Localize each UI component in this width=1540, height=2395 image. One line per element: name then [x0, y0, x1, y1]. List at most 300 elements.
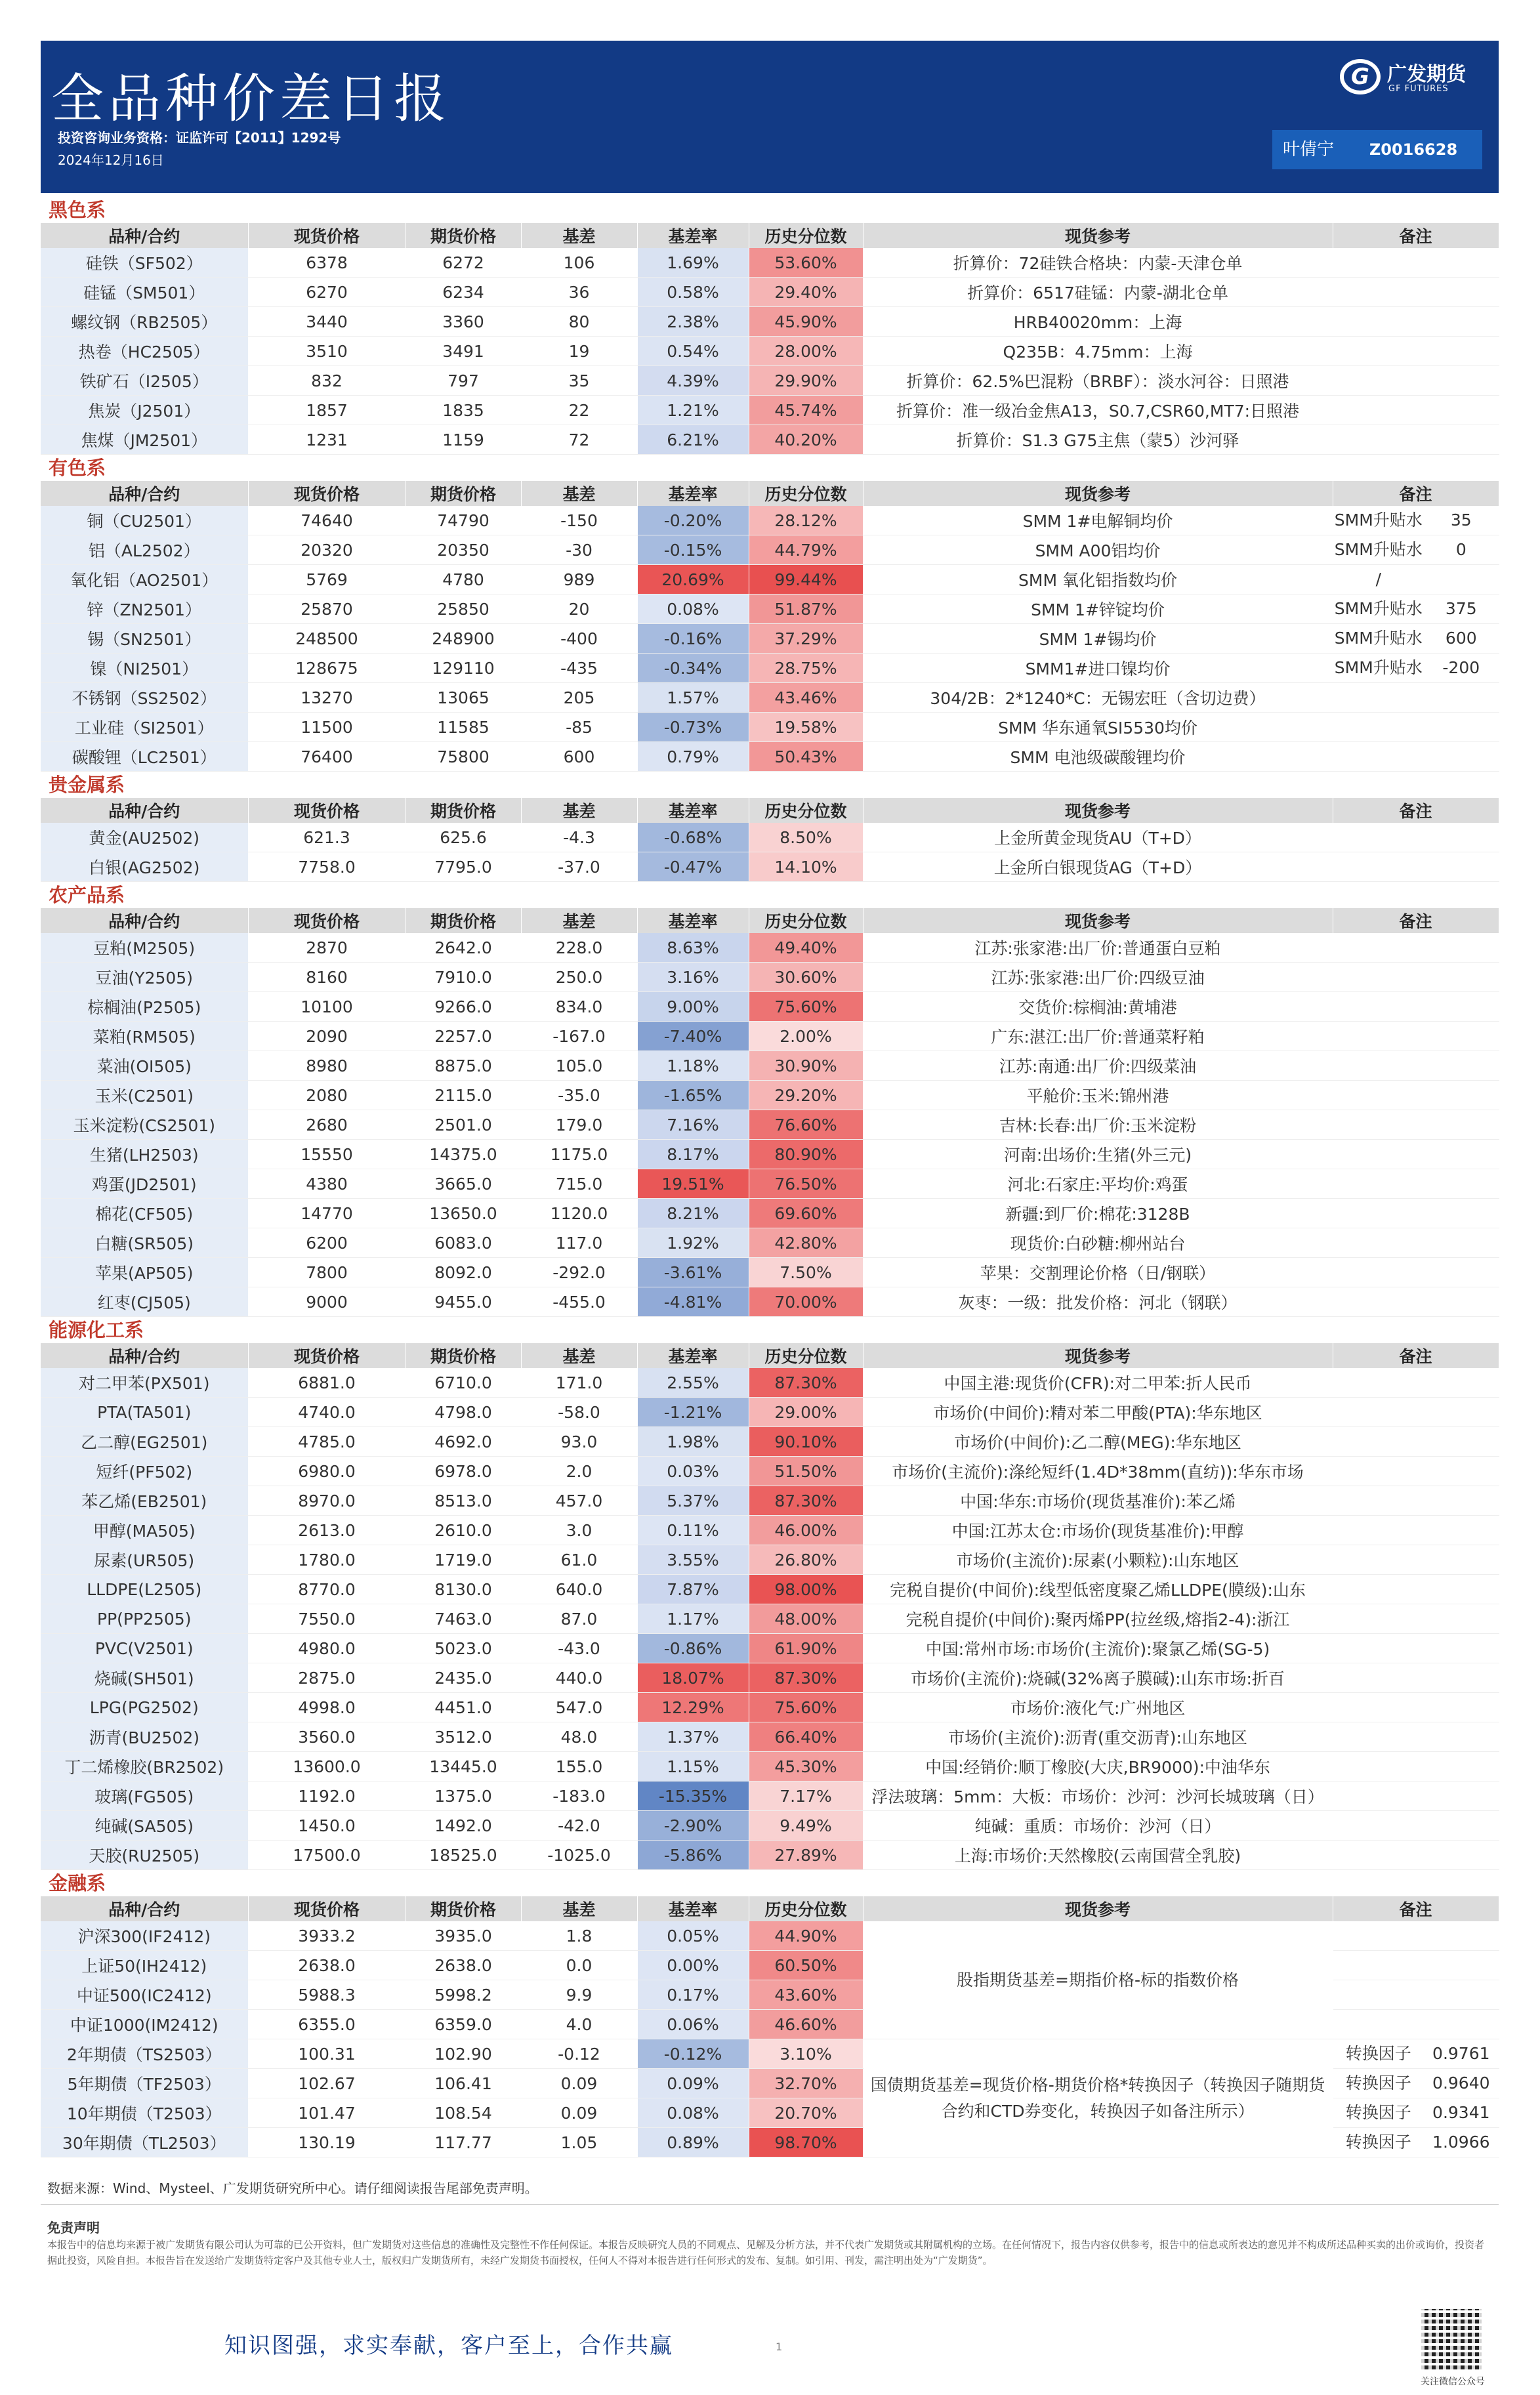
cell-ref: 折算价：72硅铁合格块：内蒙-天津仓单: [863, 248, 1333, 278]
cell-pct: 29.20%: [749, 1081, 863, 1110]
cell-name: 棉花(CF505): [41, 1199, 248, 1228]
table-row: [41, 2039, 1499, 2069]
table-header-row: [41, 908, 1499, 933]
cell-ref: HRB40020mm：上海: [863, 307, 1333, 337]
cell-rate: -3.61%: [637, 1258, 749, 1287]
remark-value: 0.9761: [1432, 2044, 1490, 2063]
cell-rate: -2.90%: [637, 1811, 749, 1841]
cell-spot: 4785.0: [248, 1427, 406, 1457]
table-row: [41, 1140, 1499, 1169]
cell-pct: 26.80%: [749, 1545, 863, 1575]
cell-rate: 7.16%: [637, 1110, 749, 1140]
cell-basis: 35: [521, 366, 637, 396]
cell-pct: 75.60%: [749, 992, 863, 1022]
cell-spot: 4380: [248, 1169, 406, 1199]
cell-ref: 折算价：准一级冶金焦A13，S0.7,CSR60,MT7:日照港: [863, 396, 1333, 425]
cell-rate: 0.03%: [637, 1457, 749, 1486]
cell-remark: [1333, 713, 1499, 742]
cell-name: 氧化铝（AO2501）: [41, 565, 248, 594]
cell-basis: 715.0: [521, 1169, 637, 1199]
license-text: 投资咨询业务资格：证监许可【2011】1292号: [58, 130, 341, 146]
cell-remark: [1333, 1921, 1499, 1951]
cell-rate: -0.20%: [637, 506, 749, 535]
report-date: 2024年12月16日: [58, 152, 164, 168]
disclaimer-body: 本报告中的信息均来源于被广发期货有限公司认为可靠的已公开资料，但广发期货对这些信息的准确性及完整性不作任何保证。本报告反映研究人员的不同观点、见解及分析方法，并不代表广发期货或其附属机构的立场。在任何情况下，报告内容仅供参考，报告中的信息或所表达的意见并不构成所述品种买卖的出价或询价，投资者据此投资，风险自担。本报告旨在发送给广发期货特定客户及其他专业人士，版权归广发期货所有，未经广发期货书面授权，任何人不得对本报告进行任何形式的发布、复制。如引用、刊发，需注明出处为“广发期货”。: [47, 2239, 1485, 2266]
column-header: 现货参考: [863, 481, 1333, 506]
column-header: 品种/合约: [41, 1896, 248, 1921]
cell-remark: [1333, 1081, 1499, 1110]
cell-name: PVC(V2501): [41, 1634, 248, 1663]
cell-pct: 30.90%: [749, 1051, 863, 1081]
cell-ref: 浮法玻璃：5mm：大板：市场价：沙河：沙河长城玻璃（日）: [863, 1781, 1333, 1811]
column-header: 基差: [521, 481, 637, 506]
cell-ref: 市场价:液化气:广州地区: [863, 1693, 1333, 1722]
cell-remark: [1333, 1604, 1499, 1634]
cell-pct: 46.60%: [749, 2010, 863, 2039]
cell-fut: 625.6: [406, 823, 521, 852]
cell-rate: 8.17%: [637, 1140, 749, 1169]
column-header: 基差: [521, 223, 637, 248]
section-title: 有色系: [41, 455, 1499, 481]
brand-logo: [1340, 55, 1491, 101]
table-row: [41, 933, 1499, 963]
cell-fut: 5023.0: [406, 1634, 521, 1663]
cell-ref: 灰枣：一级：批发价格：河北（钢联）: [863, 1287, 1333, 1317]
cell-ref: 上海:市场价:天然橡胶(云南国营全乳胶): [863, 1841, 1333, 1870]
cell-spot: 2613.0: [248, 1516, 406, 1545]
cell-fut: 18525.0: [406, 1841, 521, 1870]
table-row: [41, 1634, 1499, 1663]
cell-remark: [1333, 1051, 1499, 1081]
cell-spot: 8980: [248, 1051, 406, 1081]
cell-pct: 28.75%: [749, 654, 863, 683]
column-header: 备注: [1333, 908, 1499, 933]
cell-remark: [1333, 1951, 1499, 1980]
cell-remark: [1333, 1398, 1499, 1427]
table-row: [41, 1575, 1499, 1604]
cell-ref: 上金所黄金现货AU（T+D）: [863, 823, 1333, 852]
cell-ref: SMM 1#锡均价: [863, 624, 1333, 654]
cell-ref: 中国主港:现货价(CFR):对二甲苯:折人民币: [863, 1368, 1333, 1398]
cell-spot: 6881.0: [248, 1368, 406, 1398]
table-row: [41, 1663, 1499, 1693]
column-header: 基差率: [637, 908, 749, 933]
cell-basis: 440.0: [521, 1663, 637, 1693]
cell-basis: 205: [521, 683, 637, 713]
cell-name: 上证50(IH2412): [41, 1951, 248, 1980]
table-row: [41, 1427, 1499, 1457]
cell-basis: -58.0: [521, 1398, 637, 1427]
table-row: [41, 1752, 1499, 1781]
cell-name: 焦煤（JM2501）: [41, 425, 248, 455]
cell-fut: 6359.0: [406, 2010, 521, 2039]
cell-pct: 40.20%: [749, 425, 863, 455]
section-title: 金融系: [41, 1870, 1499, 1896]
cell-rate: 1.98%: [637, 1427, 749, 1457]
cell-rate: 6.21%: [637, 425, 749, 455]
cell-rate: 1.17%: [637, 1604, 749, 1634]
cell-remark: [1333, 1486, 1499, 1516]
cell-basis: 105.0: [521, 1051, 637, 1081]
column-header: 现货价格: [248, 1343, 406, 1368]
cell-fut: 7910.0: [406, 963, 521, 992]
cell-rate: 5.37%: [637, 1486, 749, 1516]
cell-remark: [1333, 2039, 1499, 2069]
cell-basis: -35.0: [521, 1081, 637, 1110]
cell-rate: -0.73%: [637, 713, 749, 742]
cell-basis: -30: [521, 535, 637, 565]
cell-name: 镍（NI2501）: [41, 654, 248, 683]
column-header: 现货价格: [248, 908, 406, 933]
cell-spot: 1857: [248, 396, 406, 425]
cell-rate: 12.29%: [637, 1693, 749, 1722]
cell-rate: 0.00%: [637, 1951, 749, 1980]
table-row: [41, 1722, 1499, 1752]
cell-pct: 2.00%: [749, 1022, 863, 1051]
column-header: 期货价格: [406, 481, 521, 506]
cell-fut: 74790: [406, 506, 521, 535]
cell-rate: 1.57%: [637, 683, 749, 713]
table-header-row: [41, 798, 1499, 823]
cell-spot: 7800: [248, 1258, 406, 1287]
cell-pct: 29.90%: [749, 366, 863, 396]
cell-basis: 989: [521, 565, 637, 594]
cell-fut: 5998.2: [406, 1980, 521, 2010]
author-badge: [1272, 130, 1482, 169]
table-row: [41, 1228, 1499, 1258]
cell-pct: 90.10%: [749, 1427, 863, 1457]
cell-basis: 80: [521, 307, 637, 337]
cell-pct: 98.70%: [749, 2128, 863, 2157]
cell-rate: 19.51%: [637, 1169, 749, 1199]
cell-pct: 69.60%: [749, 1199, 863, 1228]
cell-rate: 0.08%: [637, 594, 749, 624]
cell-ref: Q235B：4.75mm：上海: [863, 337, 1333, 366]
cell-spot: 6355.0: [248, 2010, 406, 2039]
cell-name: 不锈钢（SS2502）: [41, 683, 248, 713]
cell-fut: 2501.0: [406, 1110, 521, 1140]
cell-fut: 3665.0: [406, 1169, 521, 1199]
cell-spot: 15550: [248, 1140, 406, 1169]
cell-rate: 1.69%: [637, 248, 749, 278]
table-row: [41, 683, 1499, 713]
remark-value: 0.9640: [1432, 2073, 1490, 2093]
cell-pct: 19.58%: [749, 713, 863, 742]
cell-pct: 87.30%: [749, 1368, 863, 1398]
cell-fut: 248900: [406, 624, 521, 654]
cell-name: 中证1000(IM2412): [41, 2010, 248, 2039]
cell-rate: 1.21%: [637, 396, 749, 425]
cell-fut: 2642.0: [406, 933, 521, 963]
cell-remark: [1333, 307, 1499, 337]
column-header: 基差率: [637, 1896, 749, 1921]
cell-ref: 市场价(中间价):精对苯二甲酸(PTA):华东地区: [863, 1398, 1333, 1427]
column-header: 历史分位数: [749, 908, 863, 933]
cell-name: 红枣(CJ505): [41, 1287, 248, 1317]
cell-remark: [1333, 1663, 1499, 1693]
column-header: 基差: [521, 1896, 637, 1921]
cell-basis: -85: [521, 713, 637, 742]
cell-fut: 13445.0: [406, 1752, 521, 1781]
disclaimer-title: 免责声明: [47, 2220, 100, 2236]
remark-label: /: [1333, 565, 1425, 594]
cell-spot: 13600.0: [248, 1752, 406, 1781]
cell-name: 10年期债（T2503）: [41, 2098, 248, 2128]
table-row: [41, 963, 1499, 992]
section-table: [41, 1896, 1499, 2157]
section-table: [41, 908, 1499, 1317]
table-row: [41, 1368, 1499, 1398]
cell-remark: [1333, 1258, 1499, 1287]
table-row: [41, 248, 1499, 278]
cell-name: 黄金(AU2502): [41, 823, 248, 852]
cell-remark: [1333, 565, 1499, 594]
table-row: [41, 1051, 1499, 1081]
column-header: 备注: [1333, 223, 1499, 248]
cell-fut: 1159: [406, 425, 521, 455]
cell-basis: 600: [521, 742, 637, 772]
cell-remark: [1333, 366, 1499, 396]
cell-pct: 45.90%: [749, 307, 863, 337]
cell-basis: 106: [521, 248, 637, 278]
cell-remark: [1333, 963, 1499, 992]
page-number: 1: [776, 2341, 783, 2353]
cell-ref: 市场价(中间价):乙二醇(MEG):华东地区: [863, 1427, 1333, 1457]
section-table: [41, 1343, 1499, 1870]
cell-pct: 80.90%: [749, 1140, 863, 1169]
column-header: 基差率: [637, 223, 749, 248]
remark-value: 600: [1445, 629, 1477, 648]
column-header: 现货价格: [248, 223, 406, 248]
cell-basis: -4.3: [521, 823, 637, 852]
column-header: 品种/合约: [41, 481, 248, 506]
column-header: 现货参考: [863, 223, 1333, 248]
cell-pct: 50.43%: [749, 742, 863, 772]
cell-spot: 4740.0: [248, 1398, 406, 1427]
remark-value: [1424, 565, 1498, 594]
cell-remark: [1333, 1140, 1499, 1169]
table-row: [41, 1081, 1499, 1110]
cell-remark: [1333, 1634, 1499, 1663]
cell-pct: 66.40%: [749, 1722, 863, 1752]
qr-code-icon: [1421, 2309, 1482, 2369]
cell-spot: 6980.0: [248, 1457, 406, 1486]
cell-spot: 9000: [248, 1287, 406, 1317]
table-row: [41, 624, 1499, 654]
column-header: 现货价格: [248, 481, 406, 506]
cell-name: 工业硅（SI2501）: [41, 713, 248, 742]
table-row: [41, 1486, 1499, 1516]
cell-basis: 117.0: [521, 1228, 637, 1258]
column-header: 品种/合约: [41, 798, 248, 823]
cell-fut: 9455.0: [406, 1287, 521, 1317]
table-row: [41, 654, 1499, 683]
cell-rate: 3.55%: [637, 1545, 749, 1575]
cell-fut: 14375.0: [406, 1140, 521, 1169]
cell-ref: 市场价(主流价):尿素(小颗粒):山东地区: [863, 1545, 1333, 1575]
cell-fut: 20350: [406, 535, 521, 565]
table-row: [41, 1199, 1499, 1228]
table-row: [41, 1457, 1499, 1486]
cell-pct: 44.90%: [749, 1921, 863, 1951]
cell-pct: 98.00%: [749, 1575, 863, 1604]
cell-basis: 250.0: [521, 963, 637, 992]
column-header: 现货参考: [863, 798, 1333, 823]
cell-rate: 20.69%: [637, 565, 749, 594]
column-header: 备注: [1333, 481, 1499, 506]
cell-remark: [1333, 337, 1499, 366]
cell-basis: -183.0: [521, 1781, 637, 1811]
cell-rate: 0.89%: [637, 2128, 749, 2157]
cell-fut: 797: [406, 366, 521, 396]
cell-name: 短纤(PF502): [41, 1457, 248, 1486]
cell-fut: 6710.0: [406, 1368, 521, 1398]
author-name: 叶倩宁: [1282, 140, 1334, 159]
cell-basis: 0.09: [521, 2098, 637, 2128]
cell-ref: 江苏:张家港:出厂价:四级豆油: [863, 963, 1333, 992]
qr-label: 关注微信公众号: [1421, 2377, 1485, 2387]
cell-spot: 1780.0: [248, 1545, 406, 1575]
cell-basis: -150: [521, 506, 637, 535]
cell-spot: 74640: [248, 506, 406, 535]
cell-pct: 45.74%: [749, 396, 863, 425]
cell-rate: 4.39%: [637, 366, 749, 396]
column-header: 现货参考: [863, 908, 1333, 933]
cell-rate: -4.81%: [637, 1287, 749, 1317]
cell-remark: [1333, 1199, 1499, 1228]
cell-basis: 2.0: [521, 1457, 637, 1486]
table-row: [41, 1811, 1499, 1841]
cell-spot: 13270: [248, 683, 406, 713]
cell-name: 硅铁（SF502）: [41, 248, 248, 278]
cell-fut: 7795.0: [406, 852, 521, 882]
cell-name: 生猪(LH2503): [41, 1140, 248, 1169]
footer-divider: [41, 2204, 1499, 2205]
section-title: 农产品系: [41, 882, 1499, 908]
cell-name: 尿素(UR505): [41, 1545, 248, 1575]
cell-ref: 河北:石家庄:平均价:鸡蛋: [863, 1169, 1333, 1199]
cell-spot: 7758.0: [248, 852, 406, 882]
cell-spot: 25870: [248, 594, 406, 624]
table-row: [41, 1516, 1499, 1545]
cell-rate: 1.37%: [637, 1722, 749, 1752]
cell-name: 焦炭（J2501）: [41, 396, 248, 425]
cell-ref: 市场价(主流价):沥青(重交沥青):山东地区: [863, 1722, 1333, 1752]
cell-ref: 完税自提价(中间价):聚丙烯PP(拉丝级,熔指2-4):浙江: [863, 1604, 1333, 1634]
cell-ref: 国债期货基差=现货价格-期货价格*转换因子（转换因子随期货合约和CTD券变化，转换因子如备注所示）: [863, 2039, 1333, 2157]
cell-pct: 43.60%: [749, 1980, 863, 2010]
cell-name: 铜（CU2501）: [41, 506, 248, 535]
cell-spot: 1192.0: [248, 1781, 406, 1811]
cell-name: 沪深300(IF2412): [41, 1921, 248, 1951]
cell-fut: 4451.0: [406, 1693, 521, 1722]
cell-remark: [1333, 2010, 1499, 2039]
table-row: [41, 535, 1499, 565]
cell-remark: [1333, 1693, 1499, 1722]
cell-name: PP(PP2505): [41, 1604, 248, 1634]
cell-basis: 0.09: [521, 2069, 637, 2098]
cell-fut: 9266.0: [406, 992, 521, 1022]
cell-name: 鸡蛋(JD2501): [41, 1169, 248, 1199]
table-row: [41, 742, 1499, 772]
table-row: [41, 1398, 1499, 1427]
cell-spot: 10100: [248, 992, 406, 1022]
cell-name: 2年期债（TS2503）: [41, 2039, 248, 2069]
cell-pct: 99.44%: [749, 565, 863, 594]
cell-rate: 0.05%: [637, 1921, 749, 1951]
cell-pct: 29.40%: [749, 278, 863, 307]
table-row: [41, 425, 1499, 455]
cell-fut: 3935.0: [406, 1921, 521, 1951]
cell-name: 豆油(Y2505): [41, 963, 248, 992]
cell-pct: 44.79%: [749, 535, 863, 565]
cell-ref: 交货价:棕榈油:黄埔港: [863, 992, 1333, 1022]
table-row: [41, 1110, 1499, 1140]
cell-ref: 中国:华东:市场价(现货基准价):苯乙烯: [863, 1486, 1333, 1516]
cell-fut: 1375.0: [406, 1781, 521, 1811]
cell-rate: -0.34%: [637, 654, 749, 683]
column-header: 备注: [1333, 1343, 1499, 1368]
cell-remark: [1333, 1752, 1499, 1781]
cell-spot: 1450.0: [248, 1811, 406, 1841]
cell-pct: 76.60%: [749, 1110, 863, 1140]
cell-pct: 76.50%: [749, 1169, 863, 1199]
cell-remark: [1333, 742, 1499, 772]
column-header: 历史分位数: [749, 481, 863, 506]
cell-ref: SMM 华东通氧SI5530均价: [863, 713, 1333, 742]
cell-ref: SMM1#进口镍均价: [863, 654, 1333, 683]
cell-pct: 32.70%: [749, 2069, 863, 2098]
cell-spot: 20320: [248, 535, 406, 565]
cell-rate: 2.55%: [637, 1368, 749, 1398]
cell-ref: 纯碱：重质：市场价：沙河（日）: [863, 1811, 1333, 1841]
cell-basis: 834.0: [521, 992, 637, 1022]
column-header: 现货参考: [863, 1343, 1333, 1368]
cell-ref: 河南:出场价:生猪(外三元): [863, 1140, 1333, 1169]
cell-pct: 9.49%: [749, 1811, 863, 1841]
table-row: [41, 337, 1499, 366]
column-header: 期货价格: [406, 908, 521, 933]
cell-ref: SMM 氧化铝指数均价: [863, 565, 1333, 594]
cell-name: 碳酸锂（LC2501）: [41, 742, 248, 772]
cell-basis: 48.0: [521, 1722, 637, 1752]
cell-spot: 8970.0: [248, 1486, 406, 1516]
cell-basis: 9.9: [521, 1980, 637, 2010]
cell-rate: 0.08%: [637, 2098, 749, 2128]
remark-value: 0.9341: [1432, 2103, 1490, 2122]
cell-spot: 102.67: [248, 2069, 406, 2098]
cell-remark: [1333, 2098, 1499, 2128]
cell-remark: [1333, 1228, 1499, 1258]
cell-pct: 61.90%: [749, 1634, 863, 1663]
cell-remark: [1333, 1169, 1499, 1199]
table-row: [41, 1693, 1499, 1722]
cell-ref: 市场价(主流价):烧碱(32%离子膜碱):山东市场:折百: [863, 1663, 1333, 1693]
cell-name: 乙二醇(EG2501): [41, 1427, 248, 1457]
cell-basis: -42.0: [521, 1811, 637, 1841]
cell-rate: -1.65%: [637, 1081, 749, 1110]
remark-value: 0: [1455, 540, 1467, 559]
remark-label: 转换因子: [1333, 2069, 1425, 2098]
cell-basis: 1120.0: [521, 1199, 637, 1228]
cell-fut: 102.90: [406, 2039, 521, 2069]
cell-spot: 14770: [248, 1199, 406, 1228]
table-row: [41, 307, 1499, 337]
cell-fut: 8092.0: [406, 1258, 521, 1287]
cell-spot: 2875.0: [248, 1663, 406, 1693]
cell-basis: 61.0: [521, 1545, 637, 1575]
cell-ref: 中国:常州市场:市场价(主流价):聚氯乙烯(SG-5): [863, 1634, 1333, 1663]
